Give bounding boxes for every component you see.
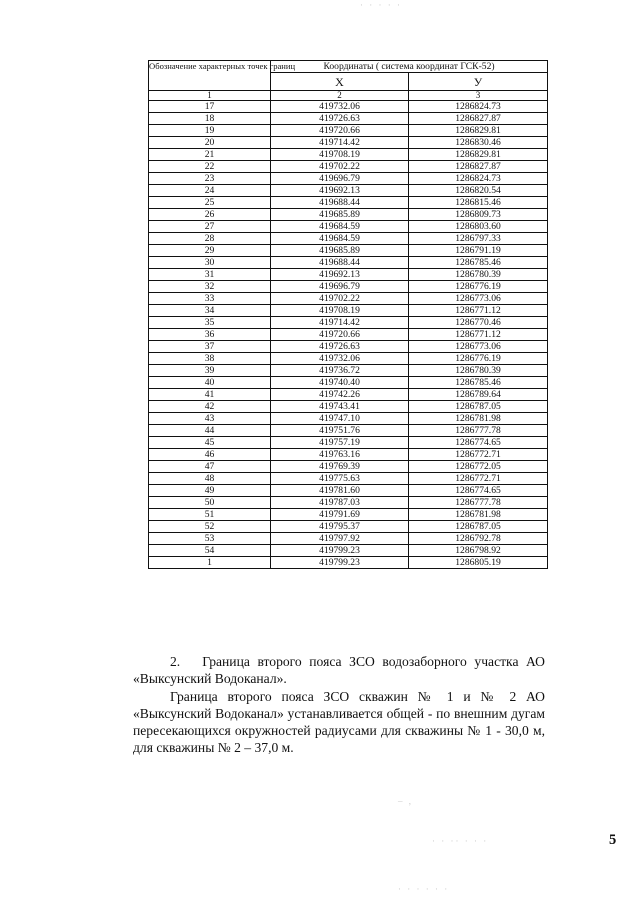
column-number: 2 [271,91,409,101]
x-coordinate-cell: 419740.40 [271,377,409,389]
point-number-cell: 49 [149,485,271,497]
x-coordinate-cell: 419797.92 [271,533,409,545]
scan-artifact: · · ·· · · · [432,836,489,846]
y-coordinate-cell: 1286827.87 [409,113,548,125]
point-number-cell: 46 [149,449,271,461]
table-row [149,413,548,425]
x-coordinate-cell: 419757.19 [271,437,409,449]
x-coordinate-cell: 419714.42 [271,317,409,329]
table-row [149,185,548,197]
table-row [149,329,548,341]
table-row [149,245,548,257]
point-number-cell: 31 [149,269,271,281]
x-coordinate-cell: 419775.63 [271,473,409,485]
x-coordinate-cell: 419708.19 [271,149,409,161]
y-coordinate-cell: 1286771.12 [409,329,548,341]
table-row [149,173,548,185]
table-row [149,101,548,113]
y-coordinate-cell: 1286829.81 [409,125,548,137]
table-row [149,377,548,389]
point-number-cell: 27 [149,221,271,233]
point-number-cell: 23 [149,173,271,185]
table-row [149,365,548,377]
y-coordinate-cell: 1286780.39 [409,365,548,377]
x-coordinate-cell: 419714.42 [271,137,409,149]
point-number-cell: 44 [149,425,271,437]
x-coordinate-cell: 419726.63 [271,341,409,353]
point-number-cell: 22 [149,161,271,173]
y-coordinate-cell: 1286785.46 [409,257,548,269]
point-number-cell: 41 [149,389,271,401]
x-coordinate-cell: 419751.76 [271,425,409,437]
point-number-cell: 33 [149,293,271,305]
y-coordinate-cell: 1286791.19 [409,245,548,257]
point-number-cell: 54 [149,545,271,557]
scan-artifact: · · · · · · [398,884,450,894]
table-row [149,317,548,329]
y-coordinate-cell: 1286770.46 [409,317,548,329]
table-row [149,449,548,461]
y-coordinate-cell: 1286803.60 [409,221,548,233]
y-coordinate-cell: 1286776.19 [409,353,548,365]
column-number: 3 [409,91,548,101]
x-coordinate-cell: 419684.59 [271,221,409,233]
x-coordinate-cell: 419685.89 [271,209,409,221]
table-row [149,125,548,137]
point-number-cell: 40 [149,377,271,389]
y-coordinate-cell: 1286830.46 [409,137,548,149]
x-coordinate-cell: 419708.19 [271,305,409,317]
table-row [149,353,548,365]
y-coordinate-cell: 1286829.81 [409,149,548,161]
x-coordinate-cell: 419743.41 [271,401,409,413]
y-coordinate-cell: 1286787.05 [409,401,548,413]
table-row [149,509,548,521]
x-coordinate-cell: 419688.44 [271,257,409,269]
y-coordinate-cell: 1286815.46 [409,197,548,209]
point-number-cell: 26 [149,209,271,221]
scan-artifact: – , [398,796,413,806]
point-number-cell: 28 [149,233,271,245]
y-coordinate-cell: 1286771.12 [409,305,548,317]
point-number-cell: 20 [149,137,271,149]
page-number: 5 [609,832,617,848]
y-coordinate-cell: 1286797.33 [409,233,548,245]
x-coordinate-cell: 419696.79 [271,281,409,293]
point-number-cell: 48 [149,473,271,485]
point-number-cell: 39 [149,365,271,377]
table-row [149,305,548,317]
point-number-cell: 53 [149,533,271,545]
table-row [149,257,548,269]
point-number-cell: 30 [149,257,271,269]
point-number-cell: 24 [149,185,271,197]
y-coordinate-cell: 1286772.05 [409,461,548,473]
point-number-cell: 21 [149,149,271,161]
header-coordinates: Координаты ( система координат ГСК-52) [271,61,548,73]
section-number: 2. [170,654,181,669]
y-coordinate-cell: 1286809.73 [409,209,548,221]
header-point-designation: Обозначение характерных точек границ [149,61,271,91]
x-coordinate-cell: 419688.44 [271,197,409,209]
paragraph-text: Граница второго пояса ЗСО скважин № 1 и № 2 АО «Выксунский Водоканал» устанавливается общей - по внешним дугам пересекающихся окружностей радиусами для скважины № 1 - 30,0 м, для скважины № 2 – 37,0 м. [133,689,545,755]
table-row [149,401,548,413]
point-number-cell: 45 [149,437,271,449]
point-number-cell: 36 [149,329,271,341]
x-coordinate-cell: 419720.66 [271,125,409,137]
y-coordinate-cell: 1286805.19 [409,557,548,569]
point-number-cell: 52 [149,521,271,533]
table-row [149,221,548,233]
y-coordinate-cell: 1286777.78 [409,425,548,437]
table-row [149,161,548,173]
y-coordinate-cell: 1286785.46 [409,377,548,389]
column-number: 1 [149,91,271,101]
table-row [149,389,548,401]
point-number-cell: 29 [149,245,271,257]
table-row [149,545,548,557]
column-number-row [149,91,548,101]
point-number-cell: 37 [149,341,271,353]
y-coordinate-cell: 1286777.78 [409,497,548,509]
point-number-cell: 19 [149,125,271,137]
y-coordinate-cell: 1286824.73 [409,101,548,113]
table-row [149,437,548,449]
scan-artifact: · · · · · [360,0,402,10]
table-row [149,473,548,485]
x-coordinate-cell: 419742.26 [271,389,409,401]
point-number-cell: 35 [149,317,271,329]
table-row [149,269,548,281]
table-header-row [149,61,548,73]
point-number-cell: 51 [149,509,271,521]
y-coordinate-cell: 1286773.06 [409,293,548,305]
point-number-cell: 18 [149,113,271,125]
y-coordinate-cell: 1286824.73 [409,173,548,185]
x-coordinate-cell: 419791.69 [271,509,409,521]
x-coordinate-cell: 419696.79 [271,173,409,185]
table-row [149,149,548,161]
y-coordinate-cell: 1286772.71 [409,473,548,485]
x-coordinate-cell: 419702.22 [271,161,409,173]
y-coordinate-cell: 1286820.54 [409,185,548,197]
table-row [149,233,548,245]
y-coordinate-cell: 1286772.71 [409,449,548,461]
point-number-cell: 32 [149,281,271,293]
x-coordinate-cell: 419692.13 [271,269,409,281]
coordinates-table [148,60,548,569]
x-coordinate-cell: 419769.39 [271,461,409,473]
point-number-cell: 38 [149,353,271,365]
x-coordinate-cell: 419795.37 [271,521,409,533]
y-coordinate-cell: 1286776.19 [409,281,548,293]
table-row [149,521,548,533]
x-coordinate-cell: 419747.10 [271,413,409,425]
y-coordinate-cell: 1286781.98 [409,509,548,521]
point-number-cell: 43 [149,413,271,425]
table-row [149,137,548,149]
point-number-cell: 25 [149,197,271,209]
x-coordinate-cell: 419736.72 [271,365,409,377]
table-row [149,485,548,497]
point-number-cell: 50 [149,497,271,509]
table-row [149,209,548,221]
point-number-cell: 17 [149,101,271,113]
point-number-cell: 1 [149,557,271,569]
x-coordinate-cell: 419726.63 [271,113,409,125]
x-coordinate-cell: 419720.66 [271,329,409,341]
y-coordinate-cell: 1286773.06 [409,341,548,353]
x-coordinate-cell: 419781.60 [271,485,409,497]
y-coordinate-cell: 1286774.65 [409,437,548,449]
point-number-cell: 42 [149,401,271,413]
point-number-cell: 34 [149,305,271,317]
table-row [149,533,548,545]
x-coordinate-cell: 419702.22 [271,293,409,305]
x-coordinate-cell: 419692.13 [271,185,409,197]
header-x: Х [271,73,409,91]
y-coordinate-cell: 1286789.64 [409,389,548,401]
x-coordinate-cell: 419732.06 [271,101,409,113]
table-row [149,497,548,509]
table-row [149,113,548,125]
table-row [149,281,548,293]
x-coordinate-cell: 419732.06 [271,353,409,365]
body-paragraph [133,688,545,756]
x-coordinate-cell: 419685.89 [271,245,409,257]
x-coordinate-cell: 419684.59 [271,233,409,245]
section-heading [133,653,545,687]
table-row [149,557,548,569]
table-row [149,341,548,353]
y-coordinate-cell: 1286781.98 [409,413,548,425]
header-y: У [409,73,548,91]
x-coordinate-cell: 419763.16 [271,449,409,461]
section-title: Граница второго пояса ЗСО водозаборного участка АО «Выксунский Водоканал». [133,654,545,686]
y-coordinate-cell: 1286774.65 [409,485,548,497]
y-coordinate-cell: 1286780.39 [409,269,548,281]
table-row [149,461,548,473]
y-coordinate-cell: 1286827.87 [409,161,548,173]
x-coordinate-cell: 419799.23 [271,545,409,557]
table-row [149,197,548,209]
x-coordinate-cell: 419799.23 [271,557,409,569]
y-coordinate-cell: 1286798.92 [409,545,548,557]
table-row [149,425,548,437]
y-coordinate-cell: 1286787.05 [409,521,548,533]
x-coordinate-cell: 419787.03 [271,497,409,509]
y-coordinate-cell: 1286792.78 [409,533,548,545]
point-number-cell: 47 [149,461,271,473]
table-row [149,293,548,305]
